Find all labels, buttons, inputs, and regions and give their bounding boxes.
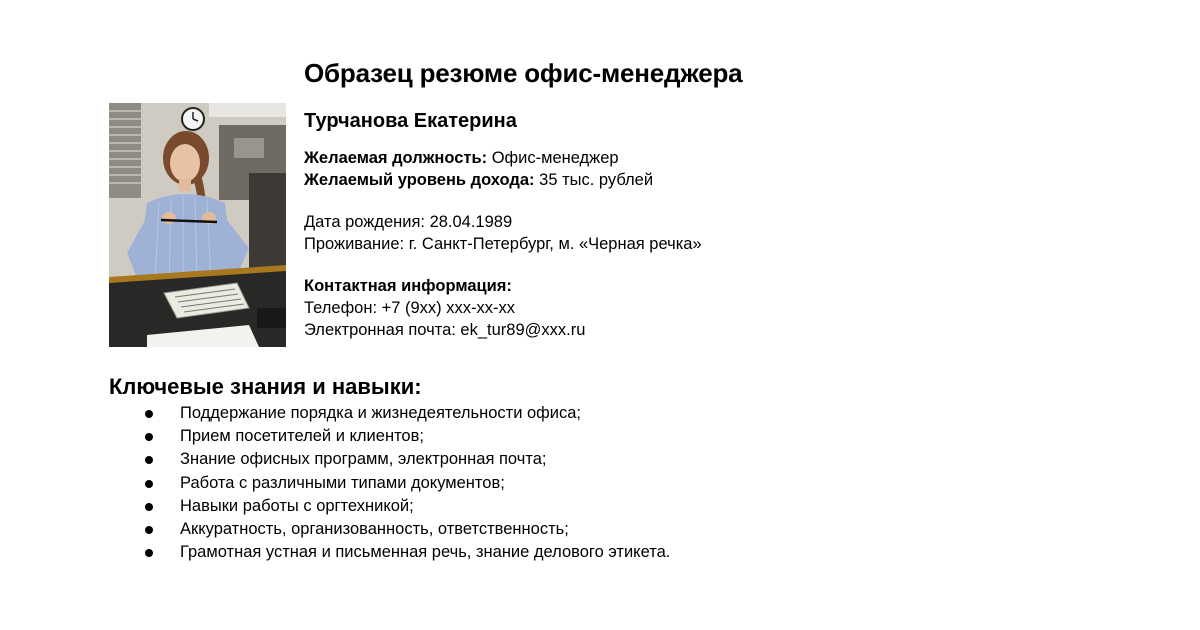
skill-text: Грамотная устная и письменная речь, знание делового этикета. (180, 543, 671, 562)
skill-item (109, 448, 670, 471)
bullet-icon (145, 549, 153, 557)
skill-text: Прием посетителей и клиентов; (180, 427, 424, 446)
skill-text: Поддержание порядка и жизнедеятельности офиса; (180, 404, 581, 422)
bullet-icon (145, 526, 153, 534)
bullet-icon (145, 480, 153, 488)
skill-item (109, 495, 670, 518)
desired-position (304, 147, 1004, 169)
profile-info (304, 109, 1004, 341)
desired-position-value: Офис-менеджер (487, 149, 619, 167)
contacts-heading-text: Контактная информация: (304, 277, 512, 295)
desired-position-label: Желаемая должность: (304, 149, 488, 167)
profile-photo (109, 103, 286, 347)
desired-income-label: Желаемый уровень дохода: (304, 171, 535, 189)
skills-list (109, 402, 670, 564)
residence: Проживание: г. Санкт-Петербург, м. «Черная речка» (304, 235, 702, 253)
phone: Телефон: +7 (9хх) ххх-хх-хх (304, 299, 516, 317)
skill-item (109, 402, 670, 425)
email: Электронная почта: ek_tur89@xxx.ru (304, 321, 586, 339)
document-title: Образец резюме офис-менеджера (304, 58, 743, 88)
candidate-name: Турчанова Екатерина (304, 110, 517, 132)
bullet-icon (145, 503, 153, 511)
skills-heading: Ключевые знания и навыки: (109, 374, 422, 399)
bullet-icon (145, 433, 153, 441)
skill-item (109, 518, 670, 541)
contacts-heading (304, 275, 1004, 297)
skill-text: Аккуратность, организованность, ответственность; (180, 520, 569, 539)
skill-text: Навыки работы с оргтехникой; (180, 496, 414, 515)
skill-item (109, 472, 670, 495)
skill-text: Знание офисных программ, электронная почта; (180, 450, 547, 469)
desired-income-value: 35 тыс. рублей (534, 171, 654, 189)
bullet-icon (145, 456, 153, 464)
skill-text: Работа с различными типами документов; (180, 473, 505, 492)
bullet-icon (145, 410, 153, 418)
skill-item (109, 425, 670, 448)
skill-item (109, 541, 670, 564)
desired-income (304, 169, 1004, 191)
birth-date: Дата рождения: 28.04.1989 (304, 213, 513, 231)
